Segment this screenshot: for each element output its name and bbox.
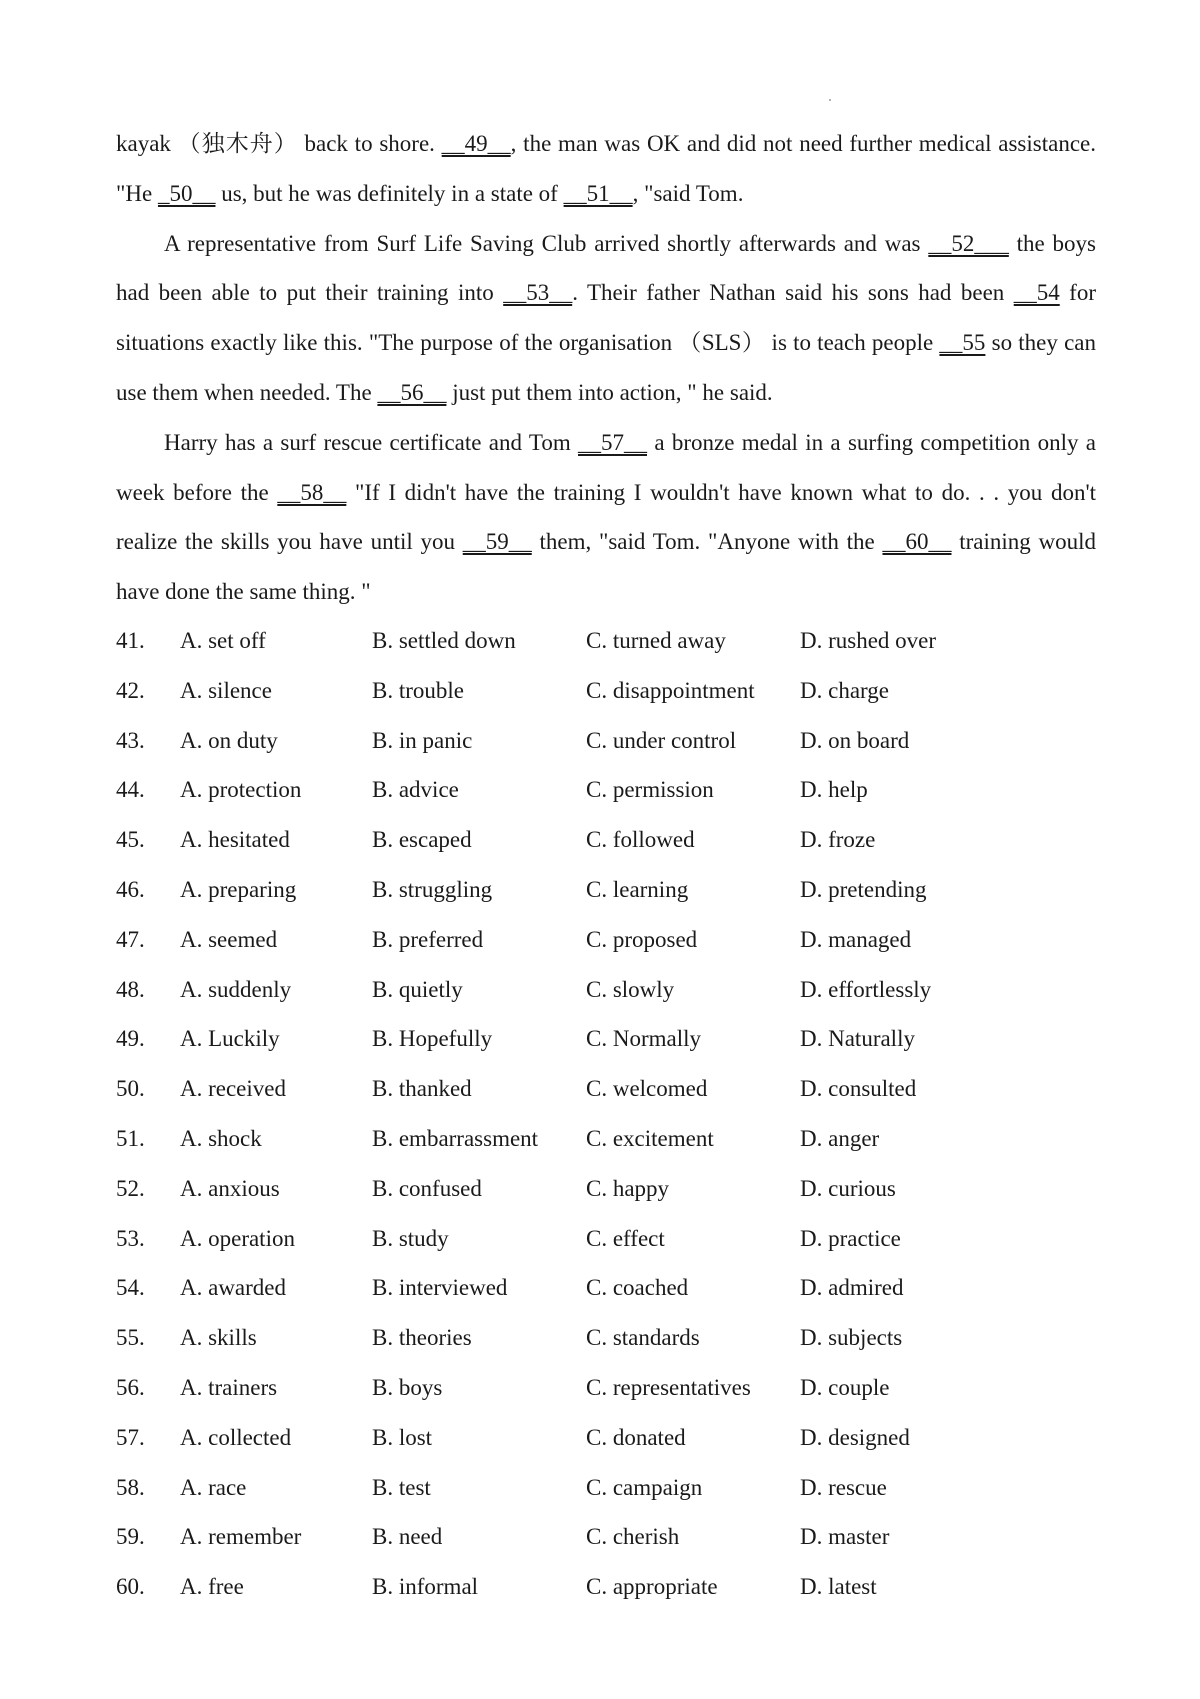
question-row xyxy=(116,1064,1096,1114)
passage-text: a bronze medal in a surfing competition only a week before the xyxy=(116,429,1096,505)
question-number: 55. xyxy=(116,1325,145,1351)
option-a: A. suddenly xyxy=(180,976,292,1002)
option-c: C. welcomed xyxy=(586,1076,708,1102)
option-b: B. escaped xyxy=(372,827,472,853)
passage-paragraph xyxy=(116,119,1096,219)
answer-options-list xyxy=(116,616,1096,1612)
option-a: A. on duty xyxy=(180,727,278,753)
question-number: 53. xyxy=(116,1225,145,1251)
option-d: D. rescue xyxy=(800,1474,887,1500)
passage-text: "If I didn't have the training I wouldn't have known what to do. . . you don't realize the skills you have until you xyxy=(116,479,1096,555)
option-c: C. disappointment xyxy=(586,677,755,703)
option-d: D. pretending xyxy=(800,876,927,902)
option-a: A. anxious xyxy=(180,1175,280,1201)
question-number: 41. xyxy=(116,628,145,653)
option-d: D. rushed over xyxy=(800,628,937,653)
option-a: A. awarded xyxy=(180,1275,287,1301)
option-c: C. cherish xyxy=(586,1524,680,1550)
answer-blank: __56__ xyxy=(377,379,447,405)
option-d: D. couple xyxy=(800,1374,890,1400)
option-c: C. slowly xyxy=(586,976,675,1002)
option-b: B. informal xyxy=(372,1574,479,1600)
option-a: A. skills xyxy=(180,1325,257,1351)
passage-paragraph xyxy=(116,219,1096,418)
passage-text: training would have done the same thing. " xyxy=(116,529,1097,605)
option-d: D. froze xyxy=(800,827,876,853)
passage-text: for situations exactly like this. "The purpose of the organisation （SLS） is to teach people xyxy=(116,280,1096,356)
option-a: A. silence xyxy=(180,677,272,703)
cloze-passage xyxy=(116,119,1096,617)
option-b: B. trouble xyxy=(372,677,464,703)
option-b: B. embarrassment xyxy=(372,1125,539,1151)
question-number: 50. xyxy=(116,1076,145,1102)
question-row xyxy=(116,815,1096,865)
answer-blank: __52___ xyxy=(928,230,1009,256)
option-a: A. operation xyxy=(180,1225,295,1251)
question-row xyxy=(116,1164,1096,1214)
question-number: 54. xyxy=(116,1275,145,1301)
option-b: B. struggling xyxy=(372,876,493,902)
passage-text: Harry has a surf rescue certificate and Tom xyxy=(164,429,579,455)
question-number: 43. xyxy=(116,727,145,753)
option-a: A. race xyxy=(180,1474,247,1500)
option-a: A. remember xyxy=(180,1524,302,1550)
option-d: D. subjects xyxy=(800,1325,903,1351)
option-d: D. managed xyxy=(800,926,912,952)
question-number: 44. xyxy=(116,777,145,803)
option-c: C. appropriate xyxy=(586,1574,718,1600)
answer-blank: __60__ xyxy=(882,529,952,555)
passage-text: A representative from Surf Life Saving Club arrived shortly afterwards and was xyxy=(164,230,929,256)
option-a: A. received xyxy=(180,1076,286,1102)
question-number: 46. xyxy=(116,876,145,902)
option-d: D. Naturally xyxy=(800,1026,915,1052)
question-row xyxy=(116,915,1096,965)
question-row xyxy=(116,1214,1096,1264)
option-c: C. standards xyxy=(586,1325,700,1351)
question-number: 56. xyxy=(116,1374,145,1400)
option-b: B. advice xyxy=(372,777,459,803)
option-a: A. free xyxy=(180,1574,244,1600)
option-c: C. followed xyxy=(586,827,695,853)
answer-blank: __53__ xyxy=(503,280,573,306)
option-c: C. permission xyxy=(586,777,714,803)
option-b: B. thanked xyxy=(372,1076,472,1102)
option-c: C. donated xyxy=(586,1424,686,1450)
question-row xyxy=(116,716,1096,766)
option-d: D. curious xyxy=(800,1175,896,1201)
option-c: C. coached xyxy=(586,1275,689,1301)
passage-text: , the man was OK and did not need further medical assistance. "He xyxy=(116,131,1096,206)
question-row xyxy=(116,1014,1096,1064)
option-a: A. seemed xyxy=(180,926,278,952)
option-d: D. help xyxy=(800,777,868,803)
option-c: C. turned away xyxy=(586,628,726,653)
option-c: C. Normally xyxy=(586,1026,701,1052)
option-c: C. happy xyxy=(586,1175,670,1201)
passage-text: the boys had been able to put their training into xyxy=(116,230,1096,306)
question-number: 52. xyxy=(116,1175,145,1201)
option-a: A. protection xyxy=(180,777,302,803)
option-c: C. effect xyxy=(586,1225,665,1251)
question-number: 42. xyxy=(116,677,145,703)
option-d: D. effortlessly xyxy=(800,976,932,1002)
question-row xyxy=(116,965,1096,1015)
option-c: C. campaign xyxy=(586,1474,703,1500)
option-b: B. confused xyxy=(372,1175,482,1201)
answer-blank: __54 xyxy=(1013,280,1060,306)
question-row xyxy=(116,666,1096,716)
passage-text: them, "said Tom. "Anyone with the xyxy=(531,529,883,555)
option-a: A. preparing xyxy=(180,876,297,902)
option-b: B. need xyxy=(372,1524,443,1550)
option-a: A. shock xyxy=(180,1125,262,1151)
option-d: D. admired xyxy=(800,1275,904,1301)
passage-text: so they can use them when needed. The xyxy=(116,330,1096,405)
option-c: C. excitement xyxy=(586,1125,714,1151)
option-d: D. designed xyxy=(800,1424,910,1450)
option-b: B. Hopefully xyxy=(372,1026,493,1052)
option-a: A. hesitated xyxy=(180,827,290,853)
question-number: 51. xyxy=(116,1125,145,1151)
question-row xyxy=(116,1114,1096,1164)
question-row xyxy=(116,1263,1096,1313)
question-row xyxy=(116,765,1096,815)
answer-blank: _50__ xyxy=(157,180,216,206)
question-number: 47. xyxy=(116,926,145,952)
question-number: 59. xyxy=(116,1524,145,1550)
question-row xyxy=(116,1562,1096,1612)
option-d: D. anger xyxy=(800,1125,880,1151)
option-b: B. quietly xyxy=(372,976,463,1002)
passage-text: . Their father Nathan said his sons had been xyxy=(572,280,1014,306)
question-number: 60. xyxy=(116,1574,145,1600)
option-c: C. representatives xyxy=(586,1374,751,1400)
option-b: B. settled down xyxy=(372,628,516,653)
question-number: 57. xyxy=(116,1424,145,1450)
question-row xyxy=(116,1363,1096,1413)
option-d: D. practice xyxy=(800,1225,901,1251)
option-c: C. under control xyxy=(586,727,737,753)
scan-speck xyxy=(829,99,831,101)
option-b: B. in panic xyxy=(372,727,473,753)
question-row xyxy=(116,1313,1096,1363)
passage-paragraph xyxy=(116,418,1096,617)
option-a: A. set off xyxy=(180,628,266,653)
option-d: D. on board xyxy=(800,727,910,753)
option-b: B. lost xyxy=(372,1424,433,1450)
answer-blank: __49__ xyxy=(441,131,511,156)
answer-blank: __58__ xyxy=(277,479,347,505)
option-b: B. interviewed xyxy=(372,1275,508,1301)
option-a: A. trainers xyxy=(180,1374,278,1400)
question-row xyxy=(116,1413,1096,1463)
option-b: B. test xyxy=(372,1474,431,1500)
passage-text: us, but he was definitely in a state of xyxy=(215,180,564,206)
answer-blank: __57__ xyxy=(578,429,648,455)
passage-text: , "said Tom. xyxy=(632,180,744,206)
option-d: D. master xyxy=(800,1524,890,1550)
option-c: C. proposed xyxy=(586,926,698,952)
option-b: B. preferred xyxy=(372,926,484,952)
question-number: 49. xyxy=(116,1026,145,1052)
question-row xyxy=(116,616,1096,666)
option-b: B. theories xyxy=(372,1325,472,1351)
answer-blank: __55 xyxy=(939,330,986,356)
question-number: 48. xyxy=(116,976,145,1002)
option-a: A. collected xyxy=(180,1424,292,1450)
question-row xyxy=(116,865,1096,915)
option-d: D. consulted xyxy=(800,1076,917,1102)
option-b: B. study xyxy=(372,1225,449,1251)
option-d: D. latest xyxy=(800,1574,877,1600)
passage-text: kayak （独木舟） back to shore. xyxy=(116,131,442,156)
option-b: B. boys xyxy=(372,1374,443,1400)
question-number: 45. xyxy=(116,827,145,853)
option-d: D. charge xyxy=(800,677,889,703)
answer-blank: __51__ xyxy=(563,180,633,206)
question-row xyxy=(116,1463,1096,1513)
passage-text: just put them into action, " he said. xyxy=(446,379,773,405)
option-c: C. learning xyxy=(586,876,689,902)
option-a: A. Luckily xyxy=(180,1026,280,1052)
answer-blank: __59__ xyxy=(462,529,532,555)
question-number: 58. xyxy=(116,1474,145,1500)
question-row xyxy=(116,1512,1096,1562)
